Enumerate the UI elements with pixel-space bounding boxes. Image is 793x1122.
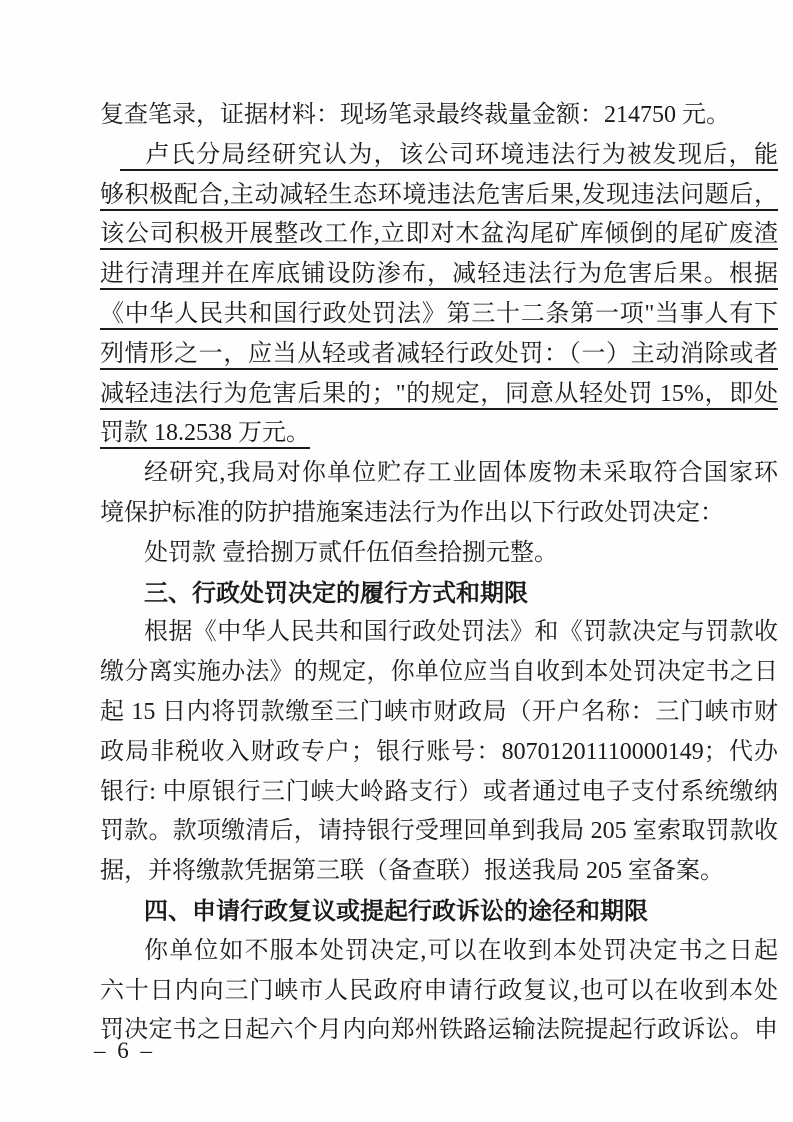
document-line: 够积极配合,主动减轻生态环境违法危害后果,发现违法问题后， — [100, 181, 778, 208]
document-line: 四、申请行政复议或提起行政诉讼的途径和期限 — [144, 897, 648, 925]
document-line: 经研究,我局对你单位贮存工业固体废物未采取符合国家环 — [144, 460, 778, 487]
document-line: 罚款。款项缴清后，请持银行受理回单到我局 205 室索取罚款收 — [100, 818, 778, 845]
document-line: 列情形之一，应当从轻或者减轻行政处罚：（一）主动消除或者 — [100, 340, 778, 367]
document-line: 处罚款 壹拾捌万贰仟伍佰叁拾捌元整。 — [144, 539, 558, 566]
document-line: 进行清理并在库底铺设防渗布，减轻违法行为危害后果。根据 — [100, 261, 778, 288]
document-line: 根据《中华人民共和国行政处罚法》和《罚款决定与罚款收 — [144, 619, 778, 646]
page-number: – 6 – — [94, 1038, 155, 1063]
document-line: 起 15 日内将罚款缴至三门峡市财政局（开户名称：三门峡市财 — [100, 698, 778, 725]
document-line: 罚款 18.2538 万元。 — [100, 420, 310, 447]
document-line: 银行: 中原银行三门峡大岭路支行）或者通过电子支付系统缴纳 — [100, 778, 778, 805]
document-line: 据，并将缴款凭据第三联（备查联）报送我局 205 室备案。 — [100, 858, 724, 885]
document-line: 境保护标准的防护措施案违法行为作出以下行政处罚决定： — [100, 499, 724, 526]
document-line: 三、行政处罚决定的履行方式和期限 — [144, 579, 528, 607]
document-line: 你单位如不服本处罚决定,可以在收到本处罚决定书之日起 — [144, 937, 778, 964]
document-line: 六十日内向三门峡市人民政府申请行政复议,也可以在收到本处 — [100, 977, 778, 1004]
document-line: 政局非税收入财政专户；银行账号：80701201110000149；代办 — [100, 738, 778, 765]
document-line: 《中华人民共和国行政处罚法》第三十二条第一项"当事人有下 — [100, 300, 778, 327]
document-line: 罚决定书之日起六个月内向郑州铁路运输法院提起行政诉讼。申 — [100, 1017, 778, 1044]
document-line: 减轻违法行为危害后果的；"的规定，同意从轻处罚 15%，即处 — [100, 380, 778, 407]
document-body — [100, 96, 778, 1051]
document-line: 缴分离实施办法》的规定，你单位应当自收到本处罚决定书之日 — [100, 659, 778, 686]
document-line: 复查笔录，证据材料：现场笔录最终裁量金额：214750 元。 — [100, 102, 730, 128]
document-line: 卢氏分局经研究认为，该公司环境违法行为被发现后，能 — [120, 141, 778, 168]
document-line: 该公司积极开展整改工作,立即对木盆沟尾矿库倾倒的尾矿废渣 — [100, 221, 778, 248]
